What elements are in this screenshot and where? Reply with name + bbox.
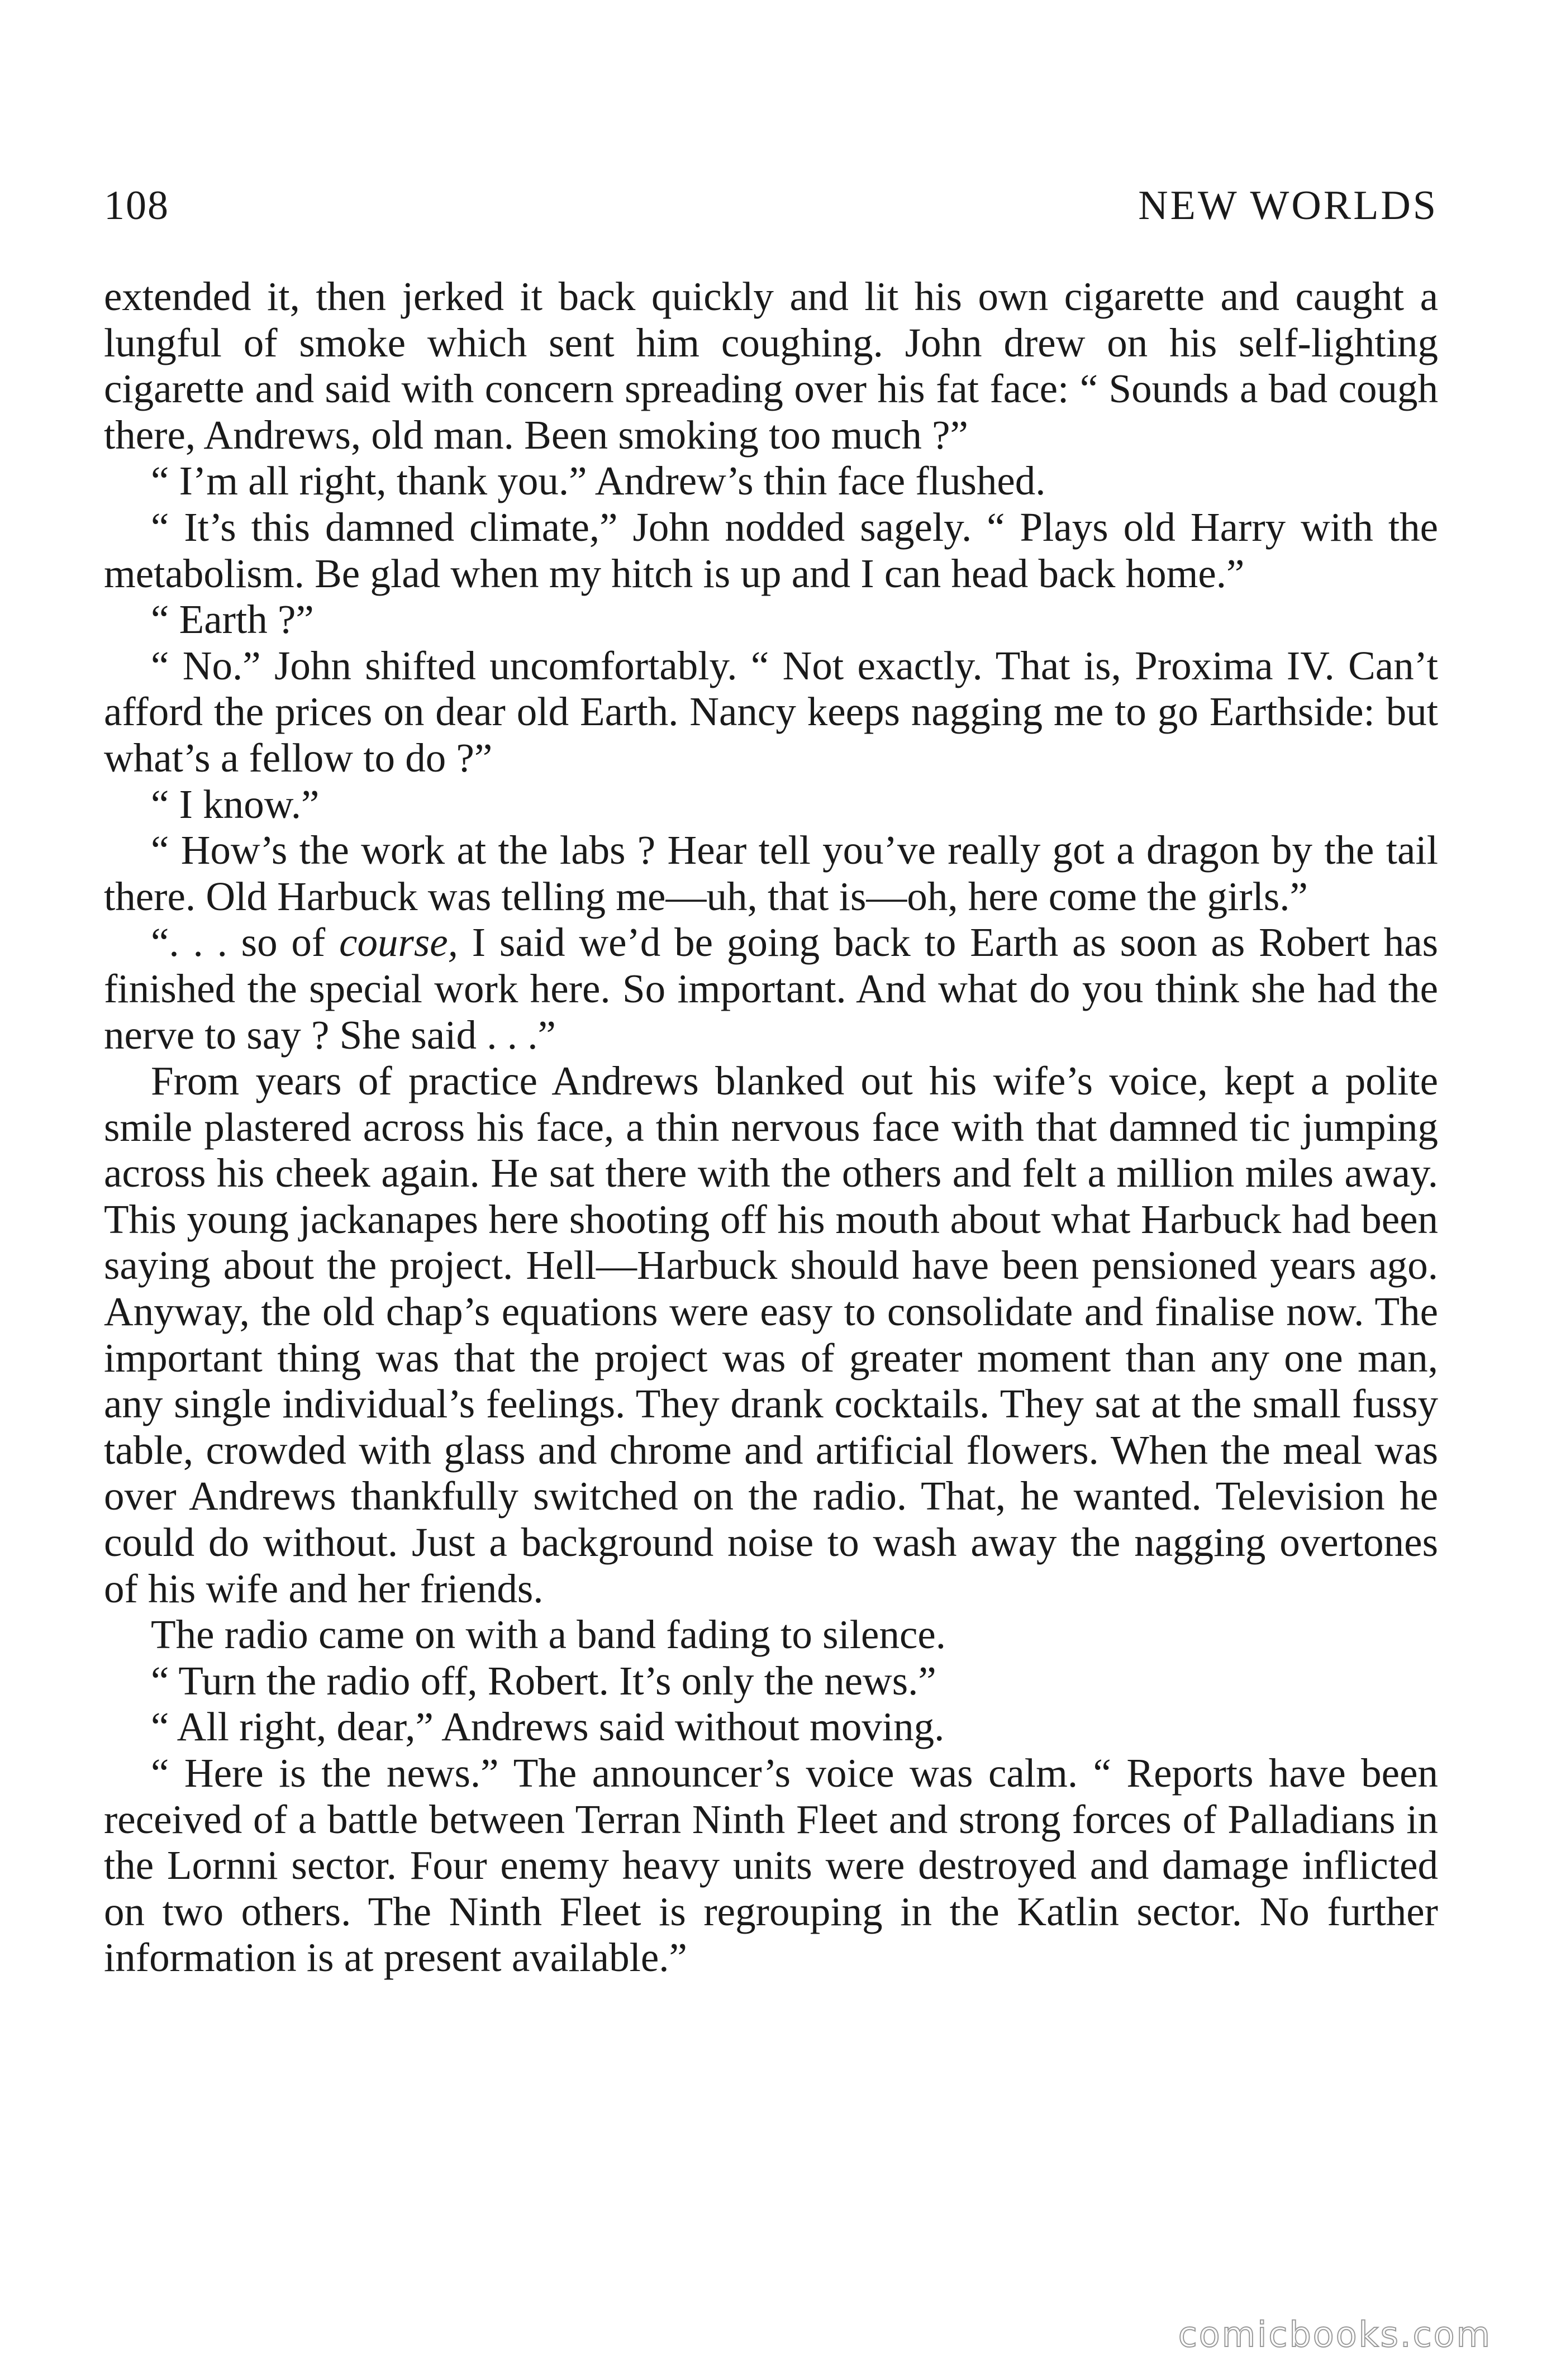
paragraph-dialogue: “ Here is the news.” The announcer’s voice was calm. “ Reports have been received of a battle between Terran Ninth Fleet and strong forces of Palladians in the Lornni sector. Four enemy heavy units were destroyed and damage inflicted on two others. The Ninth Fleet is regrouping in the Katlin sector. No further information is at present available.” [104,1750,1438,1981]
paragraph-dialogue: “ It’s this damned climate,” John nodded sagely. “ Plays old Harry with the metabolism. Be glad when my hitch is up and I can head back home.” [104,504,1438,596]
paragraph-dialogue-emphasis [104,920,1438,1058]
paragraph-narrative: The radio came on with a band fading to silence. [151,1612,946,1658]
emphasis-text: course, [339,920,458,965]
running-head [104,178,1438,234]
paragraph-dialogue: “ How’s the work at the labs ? Hear tell you’ve really got a dragon by the tail there. Old Harbuck was telling me—uh, that is—oh, here come the girls.” [104,827,1438,919]
story-text [104,274,1438,1981]
paragraph-dialogue: “ All right, dear,” Andrews said without moving. [151,1704,945,1750]
running-title: NEW WORLDS [1138,183,1438,229]
text-run: I said we’d be going back to Earth as soon as Robert has finished the special work here. So important. And what do you think she had the nerve to say ? She said . . .” [104,920,1439,1058]
paragraph-narrative: From years of practice Andrews blanked out his wife’s voice, kept a polite smile plastered across his face, a thin nervous face with that damned tic jumping across his cheek again. He sat there with the others and felt a million miles away. This young jackanapes here shooting off his mouth about what Harbuck had been saying about the project. Hell—Harbuck should have been pensioned years ago. Anyway, the old chap’s equations were easy to consolidate and finalise now. The important thing was that the project was of greater moment than any one man, any single individual’s feelings. They drank cocktails. They sat at the small fussy table, crowded with glass and chrome and artificial flowers. When the meal was over Andrews thankfully switched on the radio. That, he wanted. Television he could do without. Just a background noise to wash away the nagging overtones of his wife and her friends. [104,1058,1438,1611]
paragraph-dialogue: “ I’m all right, thank you.” Andrew’s thin face flushed. [151,458,1046,504]
text-run: “. . . so of [151,920,340,965]
paragraph-dialogue: “ No.” John shifted uncomfortably. “ Not exactly. That is, Proxima IV. Can’t afford the prices on dear old Earth. Nancy keeps nagging me to go Earthside: but what’s a fellow to do ?” [104,642,1438,780]
page-number: 108 [104,183,169,229]
watermark: comicbooks.com [1178,2314,1492,2355]
paragraph-dialogue: “ Turn the radio off, Robert. It’s only the news.” [151,1658,936,1703]
paragraph-dialogue: “ I know.” [151,781,320,827]
paragraph-continuation: extended it, then jerked it back quickly and lit his own cigarette and caught a lungful of smoke which sent him coughing. John drew on his self-lighting cigarette and said with concern spreading over his fat face: “ Sounds a bad cough there, Andrews, old man. Been smoking too much ?” [104,274,1438,458]
paragraph-dialogue: “ Earth ?” [151,597,314,642]
